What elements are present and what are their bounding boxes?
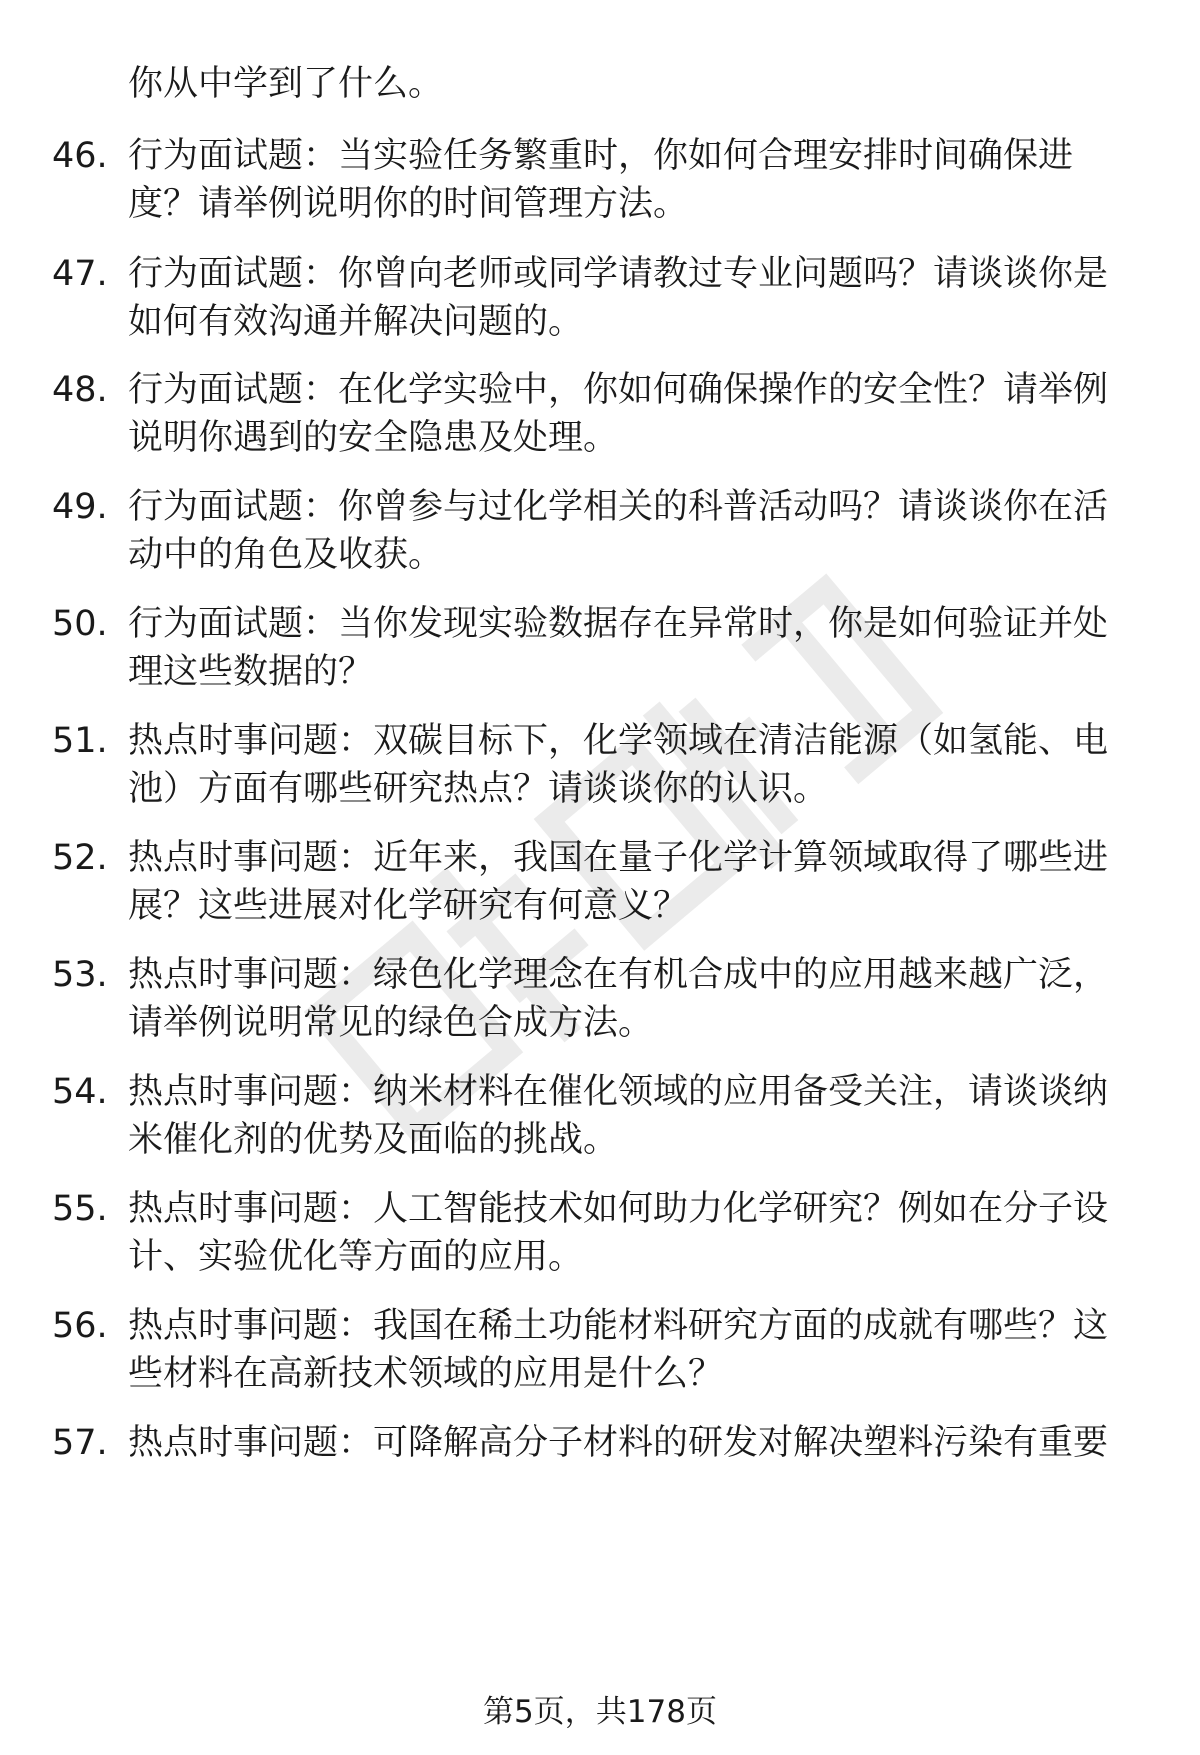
- question-text: 热点时事问题：近年来，我国在量子化学计算领域取得了哪些进展？这些进展对化学研究有何意义？: [128, 838, 1109, 926]
- question-item: [52, 600, 1152, 696]
- question-text: 行为面试题：当你发现实验数据存在异常时，你是如何验证并处理这些数据的？: [128, 604, 1109, 692]
- question-item: [52, 717, 1152, 813]
- question-text: 热点时事问题：可降解高分子材料的研发对解决塑料污染有重要: [128, 1423, 1109, 1463]
- question-text: 行为面试题：你曾参与过化学相关的科普活动吗？请谈谈你在活动中的角色及收获。: [128, 487, 1109, 575]
- question-item: [52, 132, 1152, 228]
- question-number: 52.: [52, 838, 108, 878]
- question-number: 48.: [52, 370, 108, 410]
- page-footer: 第5页，共178页: [483, 1694, 717, 1730]
- question-item: [52, 250, 1152, 346]
- question-number: 53.: [52, 955, 108, 995]
- question-number: 49.: [52, 487, 108, 527]
- question-item: [52, 366, 1152, 462]
- question-number: 46.: [52, 136, 108, 176]
- question-text: 热点时事问题：双碳目标下，化学领域在清洁能源（如氢能、电池）方面有哪些研究热点？请谈谈你的认识。: [128, 721, 1109, 809]
- question-text: 行为面试题：当实验任务繁重时，你如何合理安排时间确保进度？请举例说明你的时间管理方法。: [128, 136, 1074, 224]
- question-number: 56.: [52, 1306, 108, 1346]
- question-item: [52, 951, 1152, 1047]
- question-item: [52, 483, 1152, 579]
- question-item: [52, 1068, 1152, 1164]
- question-number: 50.: [52, 604, 108, 644]
- question-item: [52, 834, 1152, 930]
- question-number: 54.: [52, 1072, 108, 1112]
- question-number: 51.: [52, 721, 108, 761]
- question-text: 热点时事问题：人工智能技术如何助力化学研究？例如在分子设计、实验优化等方面的应用。: [128, 1189, 1109, 1277]
- continuation-text: 你从中学到了什么。: [128, 64, 444, 104]
- question-text: 热点时事问题：我国在稀土功能材料研究方面的成就有哪些？这些材料在高新技术领域的应用是什么？: [128, 1306, 1109, 1394]
- question-number: 55.: [52, 1189, 108, 1229]
- question-text: 行为面试题：你曾向老师或同学请教过专业问题吗？请谈谈你是如何有效沟通并解决问题的。: [128, 254, 1109, 342]
- question-text: 行为面试题：在化学实验中，你如何确保操作的安全性？请举例说明你遇到的安全隐患及处理。: [128, 370, 1109, 458]
- question-text: 热点时事问题：绿色化学理念在有机合成中的应用越来越广泛，请举例说明常见的绿色合成方法。: [128, 955, 1109, 1043]
- question-item: [52, 1419, 1152, 1467]
- question-text: 热点时事问题：纳米材料在催化领域的应用备受关注，请谈谈纳米催化剂的优势及面临的挑战。: [128, 1072, 1109, 1160]
- question-item: [52, 1185, 1152, 1281]
- question-number: 47.: [52, 254, 108, 294]
- question-item: [52, 1302, 1152, 1398]
- question-number: 57.: [52, 1423, 108, 1463]
